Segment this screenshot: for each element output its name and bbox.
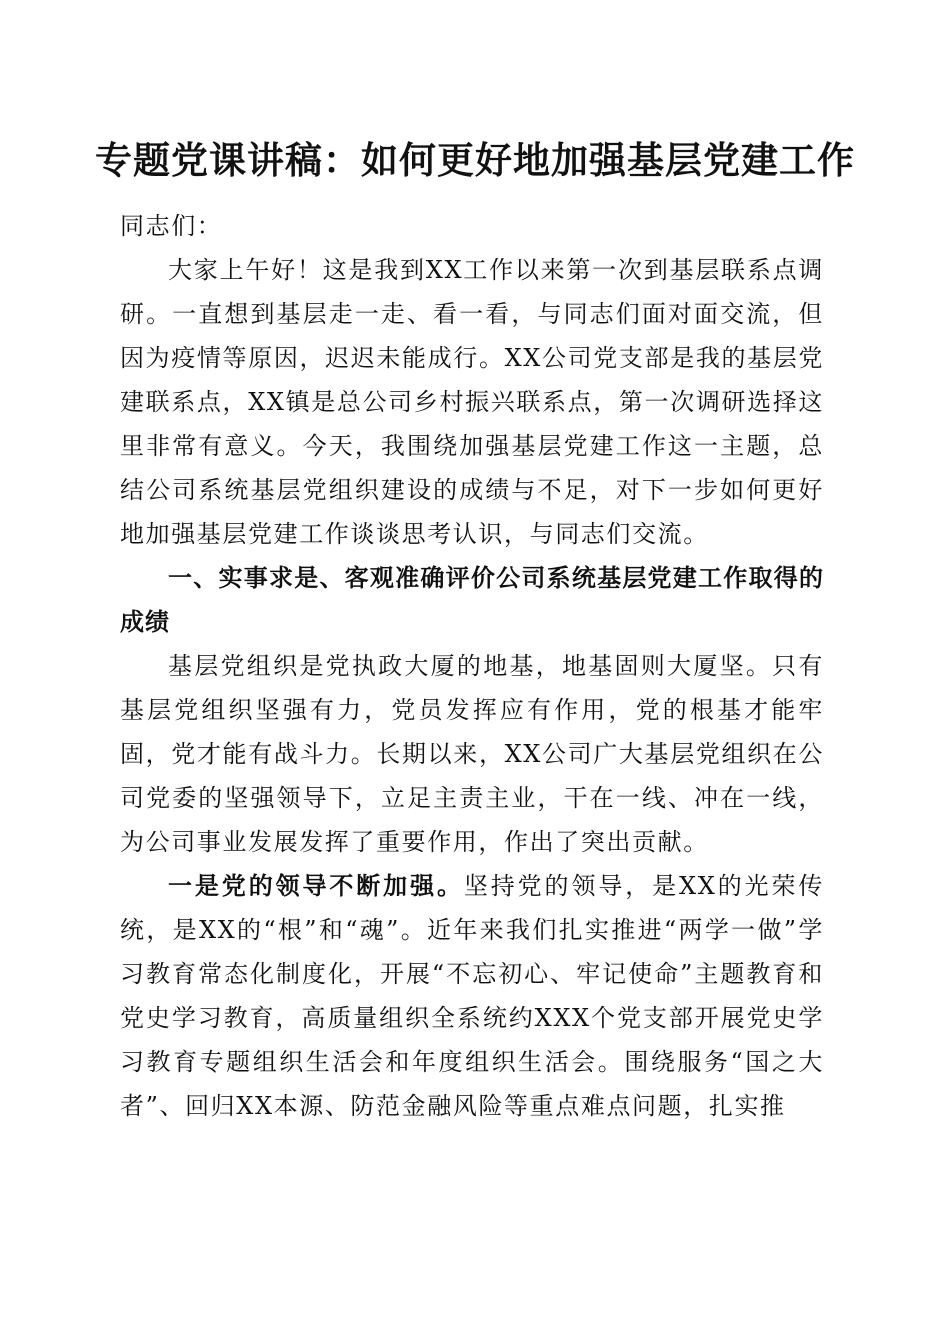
- section-heading-1: 一、实事求是、客观准确评价公司系统基层党建工作取得的成绩: [120, 564, 824, 636]
- paragraph-party-leadership: [120, 864, 824, 1128]
- paragraph-intro: 大家上午好！这是我到XX工作以来第一次到基层联系点调研。一直想到基层走一走、看一看，与同志们面对面交流，但因为疫情等原因，迟迟未能成行。XX公司党支部是我的基层党建联系点，XX镇是总公司乡村振兴联系点，第一次调研选择这里非常有意义。今天，我围绕加强基层党建工作这一主题，总结公司系统基层党组织建设的成绩与不足，对下一步如何更好地加强基层党建工作谈谈思考认识，与同志们交流。: [120, 256, 824, 548]
- paragraph-body-text: 坚持党的领导，是XX的光荣传统，是XX的“根”和“魂”。近年来我们扎实推进“两学一做”学习教育常态化制度化，开展“不忘初心、牢记使命”主题教育和党史学习教育，高质量组织全系统约XXX个党支部开展党史学习教育专题组织生活会和年度组织生活会。围绕服务“国之大者”、回归XX本源、防范金融风险等重点难点问题，扎实推: [120, 872, 824, 1120]
- document-title: 专题党课讲稿：如何更好地加强基层党建工作: [95, 138, 855, 182]
- document-body: [120, 204, 824, 1128]
- salutation: 同志们：: [120, 212, 223, 240]
- paragraph-lead-text: 一是党的领导不断加强。: [168, 871, 464, 900]
- paragraph-foundation: 基层党组织是党执政大厦的地基，地基固则大厦坚。只有基层党组织坚强有力，党员发挥应有作用，党的根基才能牢固，党才能有战斗力。长期以来，XX公司广大基层党组织在公司党委的坚强领导下，立足主责主业，干在一线、冲在一线，为公司事业发展发挥了重要作用，作出了突出贡献。: [120, 652, 824, 856]
